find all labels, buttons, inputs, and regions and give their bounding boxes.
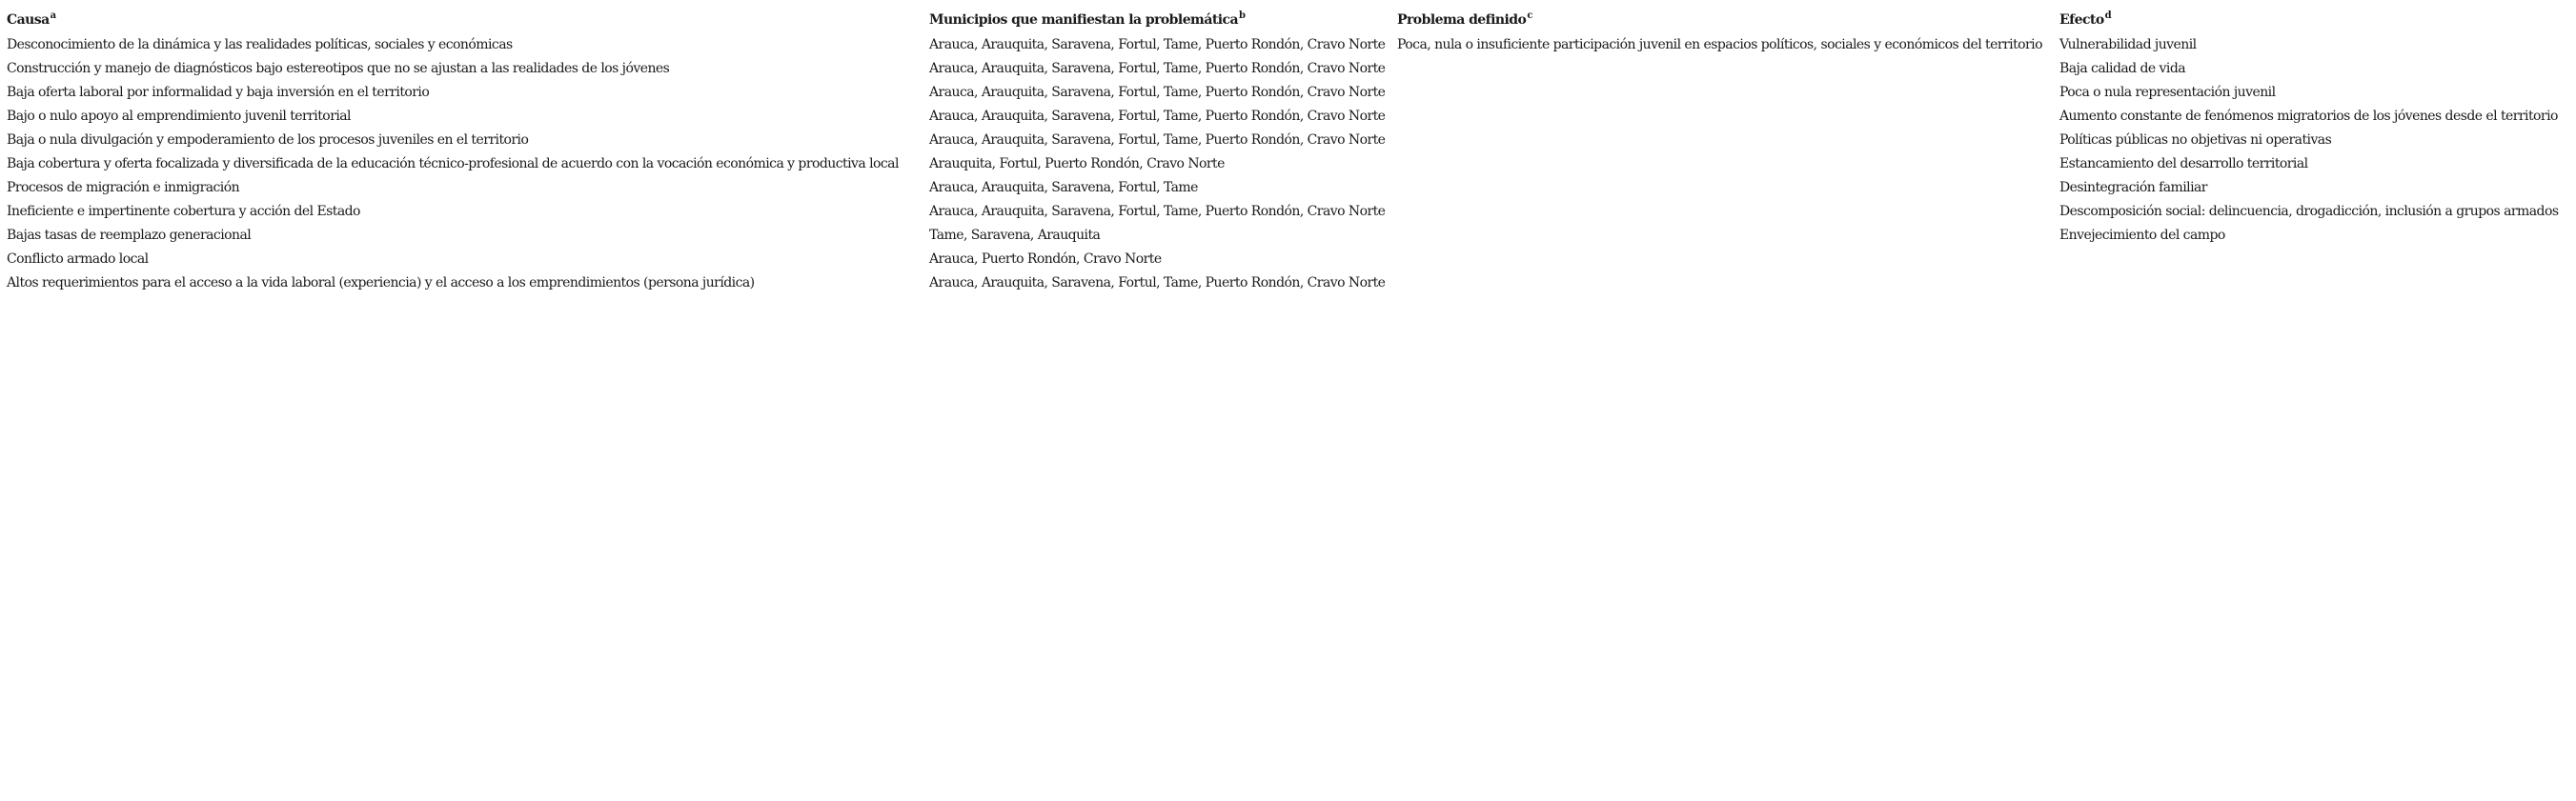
footnote-marker: a (50, 10, 56, 21)
causes-effects-table (7, 9, 2558, 295)
table-row (7, 271, 2558, 295)
cell-problema (1397, 105, 2059, 129)
table-row (7, 33, 2558, 57)
cell-municipios: Arauca, Arauquita, Saravena, Fortul, Tame, Puerto Rondón, Cravo Norte (929, 132, 1386, 148)
cell-problema (1397, 200, 2059, 224)
cell-causa: Baja cobertura y oferta focalizada y diversificada de la educación técnico-profesional de acuerdo con la vocación económica y productiva local (7, 156, 899, 171)
cell-problema (1397, 248, 2059, 271)
header-municipios: Municipios que manifiestan la problemática$^b$ (929, 10, 1246, 28)
cell-municipios: Arauca, Arauquita, Saravena, Fortul, Tame (929, 180, 1198, 195)
cell-problema (1397, 81, 2059, 105)
cell-causa: Conflicto armado local (7, 251, 149, 267)
table-row (7, 129, 2558, 152)
cell-municipios: Arauca, Arauquita, Saravena, Fortul, Tame, Puerto Rondón, Cravo Norte (929, 204, 1386, 219)
table-row (7, 248, 2558, 271)
cell-efecto: Baja calidad de vida (2059, 61, 2186, 76)
cell-municipios: Arauquita, Fortul, Puerto Rondón, Cravo Norte (929, 156, 1225, 171)
cell-municipios: Tame, Saravena, Arauquita (929, 228, 1101, 243)
cell-efecto: Estancamiento del desarrollo territorial (2059, 156, 2308, 171)
header-efecto: Efecto$^d$ (2059, 10, 2112, 28)
cell-efecto (2059, 271, 2558, 295)
cell-efecto: Descomposición social: delincuencia, drogadicción, inclusión a grupos armados (2059, 204, 2559, 219)
cell-efecto (2059, 248, 2558, 271)
table-body (7, 33, 2558, 295)
cell-efecto: Envejecimiento del campo (2059, 228, 2225, 243)
cell-municipios: Arauca, Puerto Rondón, Cravo Norte (929, 251, 1162, 267)
cell-causa: Desconocimiento de la dinámica y las realidades políticas, sociales y económicas (7, 37, 513, 52)
cell-municipios: Arauca, Arauquita, Saravena, Fortul, Tame, Puerto Rondón, Cravo Norte (929, 275, 1386, 290)
cell-causa: Procesos de migración e inmigración (7, 180, 240, 195)
cell-causa: Ineficiente e impertinente cobertura y acción del Estado (7, 204, 360, 219)
table-row (7, 224, 2558, 248)
table-row (7, 200, 2558, 224)
cell-efecto: Políticas públicas no objetivas ni operativas (2059, 132, 2332, 148)
table-row (7, 176, 2558, 200)
cell-causa: Altos requerimientos para el acceso a la vida laboral (experiencia) y el acceso a los emprendimientos (persona jurídica) (7, 275, 755, 290)
header-row (7, 9, 2558, 33)
cell-efecto: Aumento constante de fenómenos migratorios de los jóvenes desde el territorio (2059, 109, 2558, 124)
cell-problema: Poca, nula o insuficiente participación juvenil en espacios políticos, sociales y económicos del territorio (1397, 37, 2042, 52)
table-row (7, 152, 2558, 176)
footnote-marker: c (1527, 10, 1532, 21)
footnote-marker: b (1239, 10, 1246, 21)
cell-efecto: Vulnerabilidad juvenil (2059, 37, 2197, 52)
cell-problema (1397, 129, 2059, 152)
cell-municipios: Arauca, Arauquita, Saravena, Fortul, Tame, Puerto Rondón, Cravo Norte (929, 85, 1386, 100)
cell-causa: Bajo o nulo apoyo al emprendimiento juvenil territorial (7, 109, 351, 124)
cell-municipios: Arauca, Arauquita, Saravena, Fortul, Tame, Puerto Rondón, Cravo Norte (929, 109, 1386, 124)
cell-problema (1397, 152, 2059, 176)
cell-municipios: Arauca, Arauquita, Saravena, Fortul, Tame, Puerto Rondón, Cravo Norte (929, 61, 1386, 76)
cell-causa: Bajas tasas de reemplazo generacional (7, 228, 252, 243)
cell-causa: Construcción y manejo de diagnósticos bajo estereotipos que no se ajustan a las realidades de los jóvenes (7, 61, 670, 76)
cell-efecto: Poca o nula representación juvenil (2059, 85, 2276, 100)
cell-causa: Baja o nula divulgación y empoderamiento de los procesos juveniles en el territorio (7, 132, 529, 148)
cell-problema (1397, 176, 2059, 200)
header-problema: Problema definido$^c$ (1397, 10, 1532, 28)
cell-causa: Baja oferta laboral por informalidad y baja inversión en el territorio (7, 85, 430, 100)
cell-municipios: Arauca, Arauquita, Saravena, Fortul, Tame, Puerto Rondón, Cravo Norte (929, 37, 1386, 52)
cell-problema (1397, 271, 2059, 295)
header-causa: Causa$^a$ (7, 10, 56, 28)
cell-problema (1397, 57, 2059, 81)
table-row (7, 105, 2558, 129)
footnote-marker: d (2104, 10, 2112, 21)
cell-efecto: Desintegración familiar (2059, 180, 2207, 195)
table-row (7, 57, 2558, 81)
table-row (7, 81, 2558, 105)
cell-problema (1397, 224, 2059, 248)
